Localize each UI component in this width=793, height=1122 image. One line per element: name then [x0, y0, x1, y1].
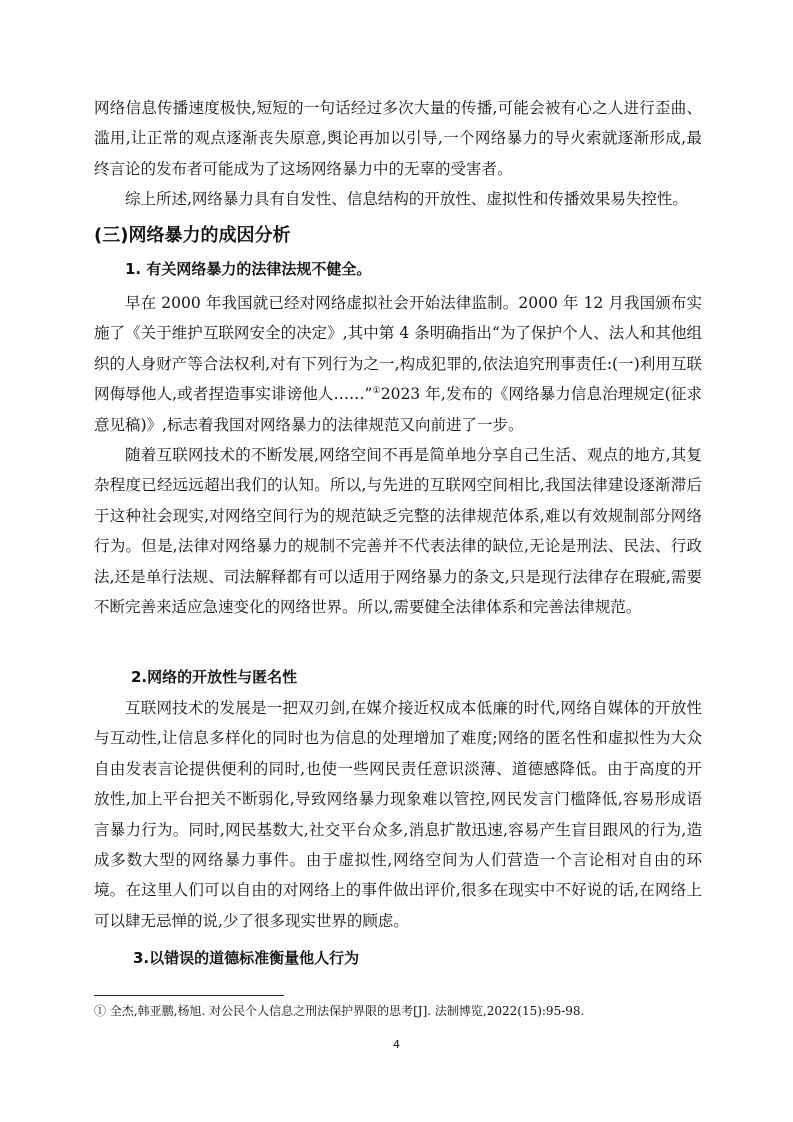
footnote-marker: ① — [94, 1004, 107, 1018]
subheading-morality: 3.以错误的道德标准衡量他人行为 — [133, 949, 360, 967]
paragraph-openness: 互联网技术的发展是一把双刃剑,在媒介接近权成本低廉的时代,网络自媒体的开放性与互动性,让信息多样化的同时也为信息的处理增加了难度;网络的匿名性和虚拟性为大众自由发表言论提供便利的同时,也使一些网民责任意识淡薄、道德感降低。由于高度的开放性,加上平台把关不断弱化,导致网络暴力现象难以管控,网民发言门槛降低,容易形成语言暴力行为。同时,网民基数大,社交平台众多,消息扩散迅速,容易产生盲目跟风的行为,造成多数大型的网络暴力事件。由于虚拟性,网络空间为人们营造一个言论相对自由的环境。在这里人们可以自由的对网络上的事件做出评价,很多在现实中不好说的话,在网络上可以肆无忌惮的说,少了很多现实世界的顾虑。 — [94, 699, 702, 930]
subheading-openness: 2.网络的开放性与匿名性 — [131, 668, 298, 686]
section-heading: (三)网络暴力的成因分析 — [94, 225, 291, 246]
paragraph-continuation: 网络信息传播速度极快,短短的一句话经过多次大量的传播,可能会被有心之人进行歪曲、滥用,让正常的观点逐渐丧失原意,舆论再加以引导,一个网络暴力的导火索就逐渐形成,最终言论的发布者可能成为了这场网络暴力中的无辜的受害者。 — [94, 99, 702, 178]
footnote-text: 全杰,韩亚鹏,杨旭. 对公民个人信息之刑法保护界限的思考[J]. 法制博览,2022(15):95-98. — [109, 1004, 585, 1018]
footnote-separator — [94, 995, 284, 996]
footnote — [94, 1002, 584, 1019]
law-history-text-after: 2023 年,发布的《网络暴力信息治理规定(征求意见稿)》,标志着我国对网络暴力的法律规范又向前进了一步。 — [94, 385, 702, 434]
law-history-text: 早在 2000 年我国就已经对网络虚拟社会开始法律监制。2000 年 12 月我国颁布实施了《关于维护互联网安全的决定》,其中第 4 条明确指出“为了保护个人、法人和其他组织的人身财产等合法权利,对有下列行为之一,构成犯罪的,依法追究刑事责任:(一)利用互联网侮辱他人,或者捏造事实诽谤他人……” — [94, 294, 702, 404]
paragraph-summary: 综上所述,网络暴力具有自发性、信息结构的开放性、虚拟性和传播效果易失控性。 — [125, 190, 688, 208]
subheading-law: 1. 有关网络暴力的法律法规不健全。 — [125, 260, 372, 278]
footnote-reference: ① — [372, 386, 381, 397]
page-number: 4 — [393, 1038, 400, 1051]
paragraph-law-history — [94, 288, 702, 440]
paragraph-law-gap: 随着互联网技术的不断发展,网络空间不再是简单地分享自己生活、观点的地方,其复杂程度已经远远超出我们的认知。所以,与先进的互联网空间相比,我国法律建设逐渐滞后于这种社会现实,对网络空间行为的规范缺乏完整的法律规范体系,难以有效规制部分网络行为。但是,法律对网络暴力的规制不完善并不代表法律的缺位,无论是刑法、民法、行政法,还是单行法规、司法解释都有可以适用于网络暴力的条文,只是现行法律存在瑕疵,需要不断完善来适应急速变化的网络世界。所以,需要健全法律体系和完善法律规范。 — [94, 446, 702, 617]
